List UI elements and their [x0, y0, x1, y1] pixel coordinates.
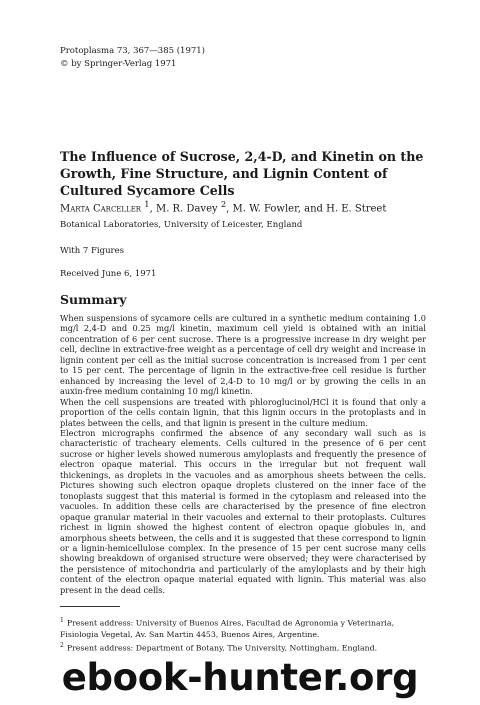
author-name: M. W. Fowler	[232, 203, 298, 215]
author-name: Marta Carceller	[60, 203, 142, 215]
author-name: H. E. Street	[326, 203, 387, 215]
footnote-number: 1	[60, 617, 64, 624]
summary-body	[60, 313, 426, 595]
author-footnote-mark: 1	[144, 199, 150, 209]
author-footnote-mark: 2	[220, 199, 227, 209]
copyright-notice: © by Springer-Verlag 1971	[60, 59, 177, 69]
summary-paragraph: When suspensions of sycamore cells are cultured in a synthetic medium containing 1.0 mg/l 2,4-D and 0.25 mg/l kinetin, maximum cell yield is obtained with an initial concentration of 6 per cent sucrose. There is a progressive increase in dry weight per cell, decline in extractive-free weight as a percentage of cell dry weight and increase in lignin content per cell as the initial sucrose concentration is increased from 1 per cent to 15 per cent. The percentage of lignin in the extractive-free cell residue is further enhanced by increasing the level of 2,4-D to 10 mg/l or by growing the cells in an auxin-free medium containing 10 mg/l kinetin.	[60, 313, 426, 397]
footnote-number: 2	[60, 641, 64, 649]
article-title: The Influence of Sucrose, 2,4-D, and Kinetin on the Growth, Fine Structure, and Lignin Content of Cultured Sycamore Cells	[60, 149, 424, 198]
footnote-text: Present address: Department of Botany, The University, Nottingham, England.	[66, 643, 378, 653]
footnote	[60, 640, 426, 654]
summary-heading: Summary	[60, 292, 127, 307]
footnote-text: Present address: University of Buenos Aires, Facultad de Agronomia y Veterinaria, Fisiologia Vegetal, Av. San Martin 4453, Buenos Aires, Argentine.	[60, 618, 395, 639]
journal-citation: Protoplasma 73, 367—385 (1971)	[60, 46, 205, 56]
footnote-divider	[60, 606, 120, 607]
summary-paragraph: Electron micrographs confirmed the absence of any secondary wall such as is characteristic of tracheary elements. Cells cultured in the presence of 6 per cent sucrose or higher levels showed numerous amyloplasts and frequently the presence of electron opaque material. This occurs in the irregular but not frequent wall thickenings, as droplets in the vacuoles and as amorphous sheets between the cells. Pictures showing such electron opaque droplets clustered on the inner face of the tonoplasts suggest that this material is formed in the cytoplasm and released into the vacuoles. In addition these cells are characterised by the presence of fine electron opaque granular material in their vacuoles and external to their protoplasts. Cultures richest in lignin showed the highest content of electron opaque globules in, and amorphous sheets between, the cells and it is suggested that these correspond to lignin or a lignin-hemicellulose complex. In the presence of 15 per cent sucrose many cells showing breakdown of organised structure were observed; they were characterised by the persistence of mitochondria and particularly of the amyloplasts and by their high content of the electron opaque material equated with lignin. This material was also present in the dead cells.	[60, 427, 426, 595]
footnotes	[60, 615, 426, 653]
summary-paragraph: When the cell suspensions are treated with phloroglucinol/HCl it is found that only a proportion of the cells contain lignin, that this lignin occurs in the protoplasts and in plates between the cells, and that lignin is present in the culture medium.	[60, 396, 426, 428]
journal-header	[60, 45, 205, 71]
author-list: Marta Carceller $^1$, M. R. Davey $^2$, M. W. Fowler, and H. E. Street	[60, 199, 387, 215]
received-date: Received June 6, 1971	[60, 269, 157, 279]
watermark-text: ebook-hunter.org	[61, 656, 419, 699]
author-affiliation: Botanical Laboratories, University of Leicester, England	[60, 220, 303, 230]
footnote	[60, 615, 426, 640]
article-meta	[60, 245, 156, 291]
author-name: M. R. Davey	[155, 203, 218, 215]
figure-count: With 7 Figures	[60, 246, 124, 256]
